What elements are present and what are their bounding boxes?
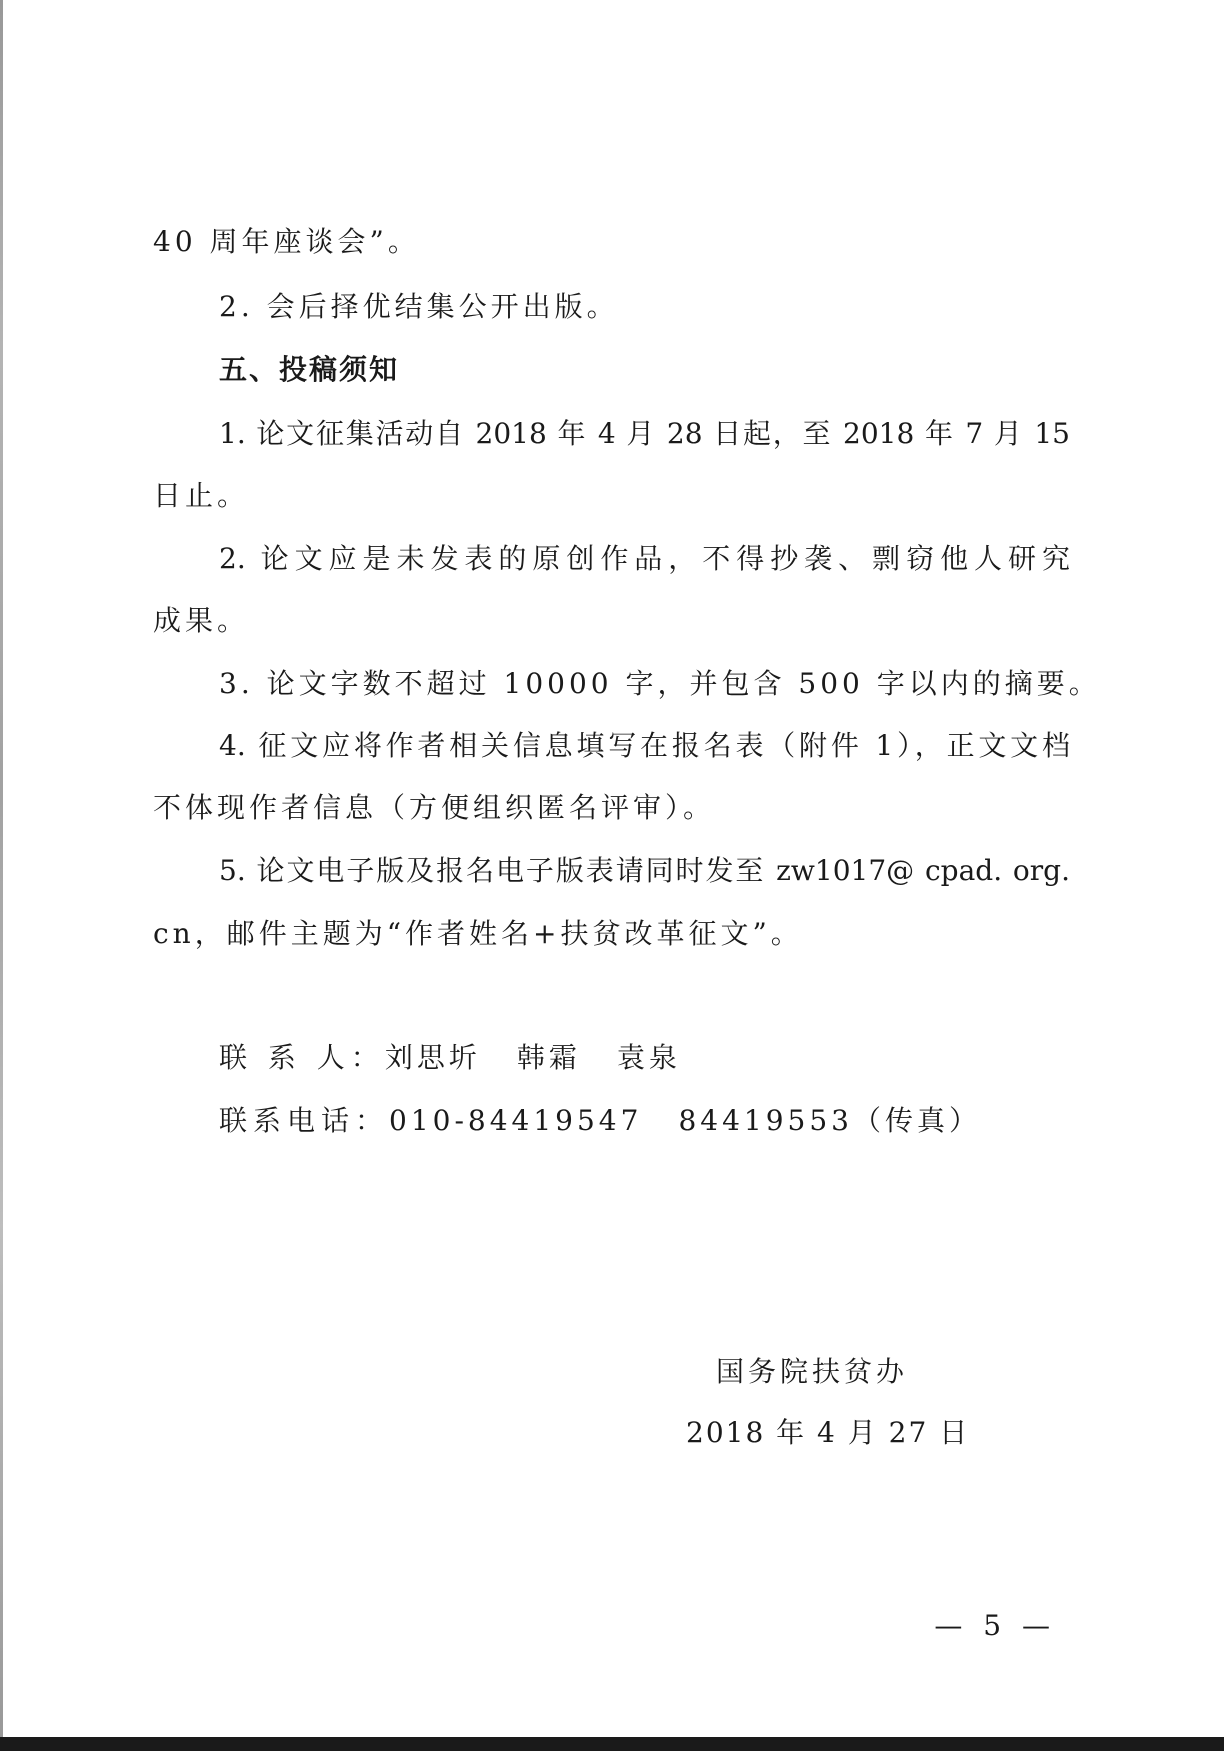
scan-edge [0, 0, 3, 1751]
body-line-4: 1. 论文征集活动自 2018 年 4 月 28 日起，至 2018 年 7 月 15 [219, 417, 1070, 450]
body-line-10: 不体现作者信息（方便组织匿名评审）。 [153, 791, 716, 824]
body-line-8: 3. 论文字数不超过 10000 字，并包含 500 字以内的摘要。 [219, 667, 1101, 700]
signature-date: 2018 年 4 月 27 日 [686, 1416, 970, 1449]
body-line-9: 4. 征文应将作者相关信息填写在报名表（附件 1），正文文档 [219, 729, 1070, 762]
contact-people-label: 联 系 人： [219, 1041, 385, 1074]
contact-fax-number: 84419553（传真） [678, 1104, 981, 1137]
contact-people [219, 1038, 681, 1078]
contact-phone [219, 1101, 981, 1141]
contact-person-3: 袁泉 [616, 1041, 681, 1074]
contact-phone-label: 联系电话： [219, 1104, 390, 1137]
body-line-2: 2. 会后择优结集公开出版。 [219, 290, 619, 323]
signature-organization: 国务院扶贫办 [716, 1355, 909, 1388]
scan-bottom-edge [0, 1737, 1224, 1751]
body-line-1: 40 周年座谈会”。 [153, 225, 420, 258]
body-line-6: 2. 论文应是未发表的原创作品，不得抄袭、剽窃他人研究 [219, 542, 1070, 575]
section-heading: 五、投稿须知 [219, 353, 400, 386]
body-line-11: 5. 论文电子版及报名电子版表请同时发至 zw1017@ cpad. org. [219, 854, 1070, 887]
body-line-12: cn，邮件主题为“作者姓名+扶贫改革征文”。 [153, 917, 803, 950]
contact-person-2: 韩霜 [516, 1041, 581, 1074]
contact-phone-number: 010-84419547 [389, 1104, 643, 1137]
page-number: — 5 — [934, 1609, 1056, 1642]
contact-person-1: 刘思圻 [384, 1041, 481, 1074]
body-line-5: 日止。 [153, 479, 250, 512]
body-line-7: 成果。 [153, 604, 250, 637]
